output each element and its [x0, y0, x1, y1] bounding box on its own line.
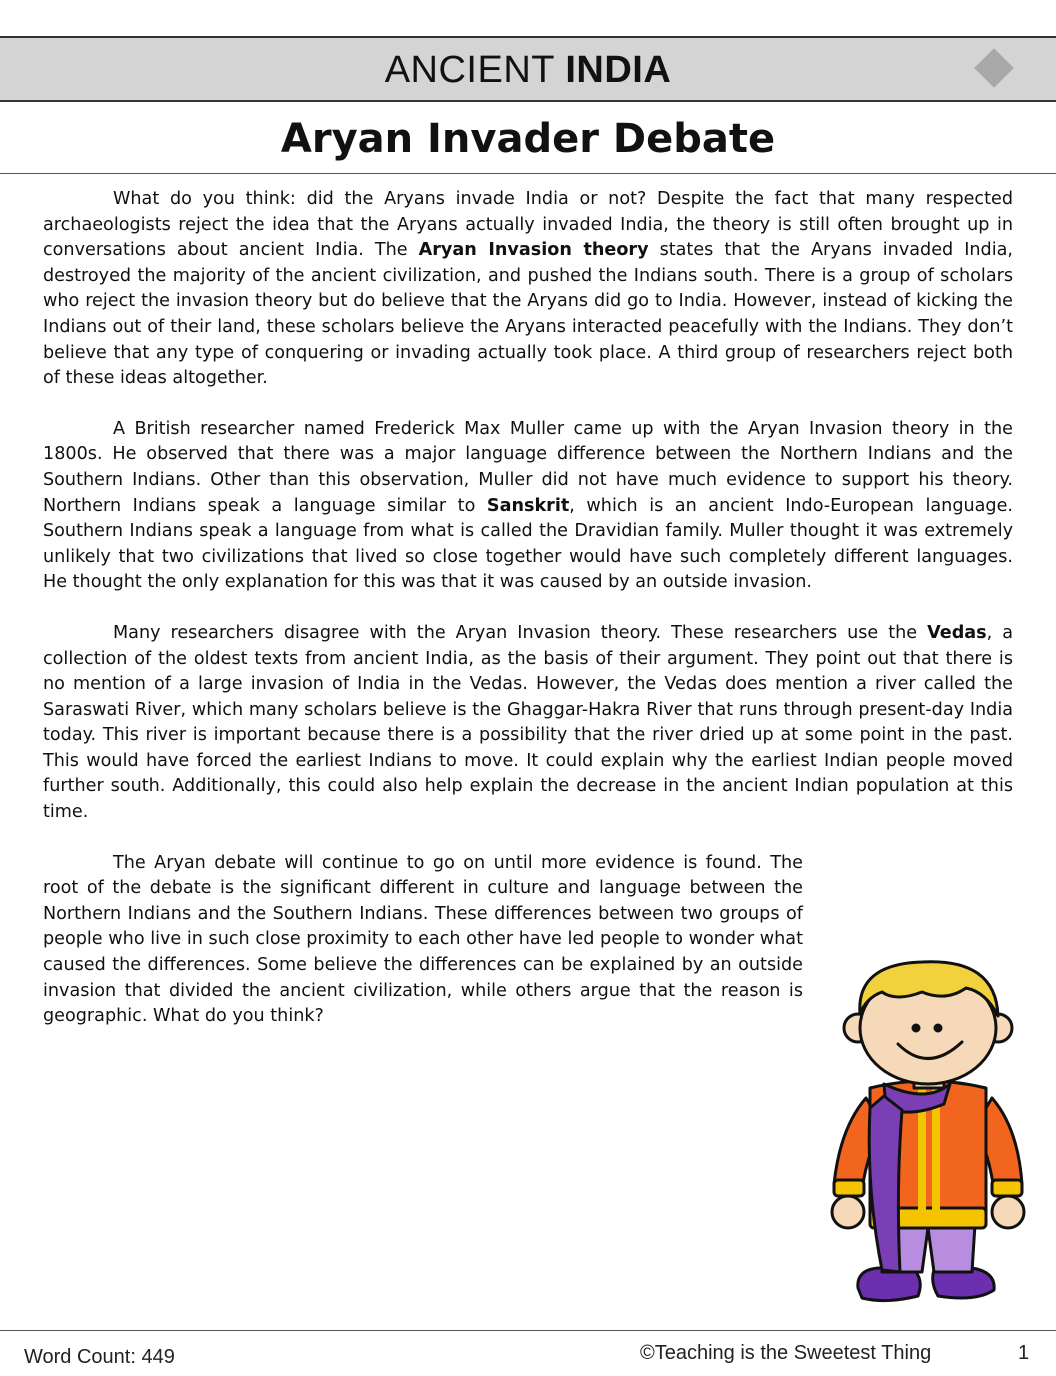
- cartoon-boy-icon: [826, 958, 1030, 1310]
- page-title: Aryan Invader Debate: [0, 102, 1056, 174]
- page-number: 1: [1018, 1342, 1030, 1364]
- term-vedas: Vedas: [927, 622, 987, 643]
- banner-title: [385, 49, 672, 91]
- paragraph-3: Many researchers disagree with the Aryan Invasion theory. These researchers use the Vedas, a collection of the oldest texts from ancient India, as the basis of their argument. They point out that there is no mention of a large invasion of India in the Vedas. However, the Vedas does mention a river called the Saraswati River, which many scholars believe is the Ghaggar-Hakra River that runs through present-day India today. This river is important because there is a possibility that the river dried up at some point in the past. This would have forced the earliest Indians to move. It could explain why the earliest Indian people moved further south. Additionally, this could also help explain the decrease in the ancient Indian population at this time.: [43, 622, 1014, 823]
- header-banner: [0, 36, 1056, 102]
- term-aryan-invasion-theory: Aryan Invasion theory: [418, 240, 649, 261]
- banner-prefix: ANCIENT: [384, 49, 555, 91]
- paragraph-4: The Aryan debate will continue to go on until more evidence is found. The root of the debate is the significant different in culture and language between the Northern Indians and the Southern Indians. These differences between two groups of people who live in such close proximity to each other have led people to wonder what caused the differences. Some believe the differences can be explained by an outside invasion that divided the ancient civilization, while others argue that the reason is geographic. What do you think?: [43, 852, 803, 1027]
- diamond-icon: [974, 48, 1014, 88]
- copyright-text: ©Teaching is the Sweetest Thing: [640, 1342, 932, 1364]
- term-sanskrit: Sanskrit: [486, 495, 570, 516]
- paragraph-2: A British researcher named Frederick Max Muller came up with the Aryan Invasion theory in the 1800s. He observed that there was a major language difference between the Northern Indians and the Southern Indians. Other than this observation, Muller did not have much evidence to support his theory. Northern Indians speak a language similar to Sanskrit, which is an ancient Indo-European language. Southern Indians speak a language from what is called the Dravidian family. Muller thought it was extremely unlikely that two civilizations that lived so close together would have such completely different languages. He thought the only explanation for this was that it was caused by an outside invasion.: [43, 418, 1013, 593]
- article-body: [43, 187, 1013, 1055]
- cartoon-boy-illustration: [826, 958, 1030, 1310]
- word-count: Word Count: 449: [24, 1346, 175, 1368]
- footer-divider: [0, 1330, 1056, 1331]
- paragraph-1: What do you think: did the Aryans invade India or not? Despite the fact that many respected archaeologists reject the idea that the Aryans actually invaded India, the theory is still often brought up in conversations about ancient India. The Aryan Invasion theory states that the Aryans invaded India, destroyed the majority of the ancient civilization, and pushed the Indians south. There is a group of scholars who reject the invasion theory but do believe that the Aryans did go to India. However, instead of kicking the Indians out of their land, these scholars believe the Aryans interacted peacefully with the Indians. They don’t believe that any type of conquering or invading actually took place. A third group of researchers reject both of these ideas altogether.: [43, 189, 1013, 389]
- banner-bold: INDIA: [565, 49, 672, 91]
